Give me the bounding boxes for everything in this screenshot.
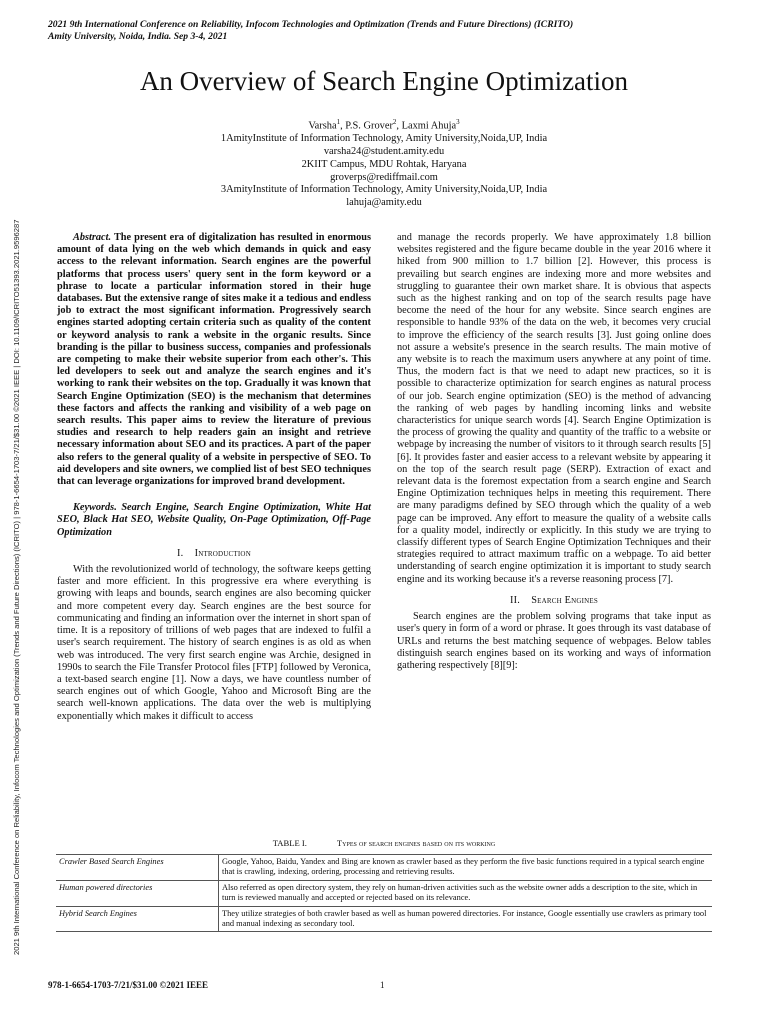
email-2: groverps@rediffmail.com	[330, 171, 438, 183]
search-engine-types-table	[56, 854, 712, 932]
table-cell-type: Human powered directories	[56, 880, 219, 906]
search-engines-paragraph-1: Search engines are the problem solving programs that take input as user's query in form of a word or phrase. It goes through its vast database of URLs and returns the best matching sequence of webpages. Below tables distinguish search engines based on its working and ways of information gathering respectively [8][9]:	[397, 611, 711, 671]
paper-title: An Overview of Search Engine Optimization	[139, 66, 629, 96]
affiliation-2: 2KIIT Campus, MDU Rohtak, Haryana	[301, 158, 467, 170]
table-cell-description: Also referred as open directory system, they rely on human-driven activities such as the website owner adds a description to the site, which in turn is reviewed manually and accepted or rejected based on its relevance.	[219, 880, 713, 906]
keywords-label: Keywords.	[73, 502, 117, 514]
table-cell-type: Crawler Based Search Engines	[56, 855, 219, 881]
author-block	[0, 116, 768, 210]
keywords-text: Search Engine, Search Engine Optimization, White Hat SEO, Black Hat SEO, Website Quality, On-Page Optimization, Off-Page Optimization	[57, 502, 371, 538]
section-2-heading: II. Search Engines	[510, 594, 598, 606]
table-title: Types of search engines based on its working	[336, 838, 496, 848]
email-3: lahuja@amity.edu	[346, 197, 422, 209]
email-1: varsha24@student.amity.edu	[323, 146, 445, 158]
table-row	[56, 880, 712, 906]
conference-header	[48, 19, 748, 43]
left-column	[57, 232, 371, 723]
conference-venue: Amity University, Noida, India. Sep 3-4, 2021	[48, 31, 228, 42]
table-row	[56, 906, 712, 932]
table-cell-description: They utilize strategies of both crawler based as well as human powered directories. For instance, Google essentially use crawlers as primary tool and manual indexing as secondary tool.	[219, 906, 713, 932]
section-1-title: Introduction	[194, 547, 251, 559]
table-cell-type: Hybrid Search Engines	[56, 906, 219, 932]
abstract-label: Abstract.	[73, 232, 112, 243]
table-caption	[0, 838, 768, 849]
affiliation-1: 1AmityInstitute of Information Technology, Amity University,Noida,UP, India	[220, 133, 548, 145]
section-1-heading: I. Introduction	[177, 547, 251, 559]
table-cell-description: Google, Yahoo, Baidu, Yandex and Bing are known as crawler based as they perform the five basic functions required in a typical search engine that is crawling, indexing, ordering, processing and retrieving results.	[219, 855, 713, 881]
section-2-title: Search Engines	[531, 594, 598, 606]
right-column	[397, 232, 711, 672]
footer-isbn: 978-1-6654-1703-7/21/$31.00 ©2021 IEEE	[48, 980, 208, 990]
table-row	[56, 855, 712, 881]
intro-paragraph-1-continued: and manage the records properly. We have approximately 1.8 billion websites registered and the figure became double in the year 2016 where it hiked from 900 million to 1.7 billion [2]. However, this process is prevailing but search engines are indexing more and more websites and struggling to guarantee their own market share. It is obvious that aspects such as the highest ranking and on top of the search results page have become the need of the hour for any website. Since search engines are responsible to handle 93% of the data on the web, it becomes very crucial to improve the efficiency of the search results [3]. Just going online does not assure a website's presence in the search results. The main motive of any website is to reach the maximum users anywhere at any point of time. Thus, the modern fact is that we need to adapt new practices, so it is possible to characterize optimization for search engines as natural process of our job. Search engine optimization (SEO) is the method of advancing the ranking of web pages by handling incoming links and website characteristics for unique search words [4]. Search Engine Optimization is the process of growing the quality and quantity of the traffic to a website or webpage by increasing the number of visitors to it through search results [5][6]. It provides faster and easier access to a relevant website by appearing it on the top of the search result page (SERP). Extraction of exact and relevant data is the foremost expectation from a search engine and Search Engine Optimization techniques helps in meeting this requirement. There are many paradigms defined by SEO through which the quality of a web page can be improved. Any effort to measure the quality of a website calls for a quality model, indirectly or explicitly. In this study we are trying to classify different types of Search Engine Optimization Techniques and their strategies required to attract maximum traffic on a webpage. To aid better understanding of search engine optimization it is important to study search engine and its working because it's a reverse reasoning process [7].	[397, 232, 711, 585]
author-names: Varsha$^1$, P.S. Grover$^2$, Laxmi Ahuja$^3$	[308, 118, 460, 132]
table-number: TABLE I.	[272, 838, 307, 848]
intro-paragraph-1: With the revolutionized world of technology, the software keeps getting faster and more efficient. In this progressive era where everything is growing with leaps and bounds, search engines are also becoming quicker and more competent every day. Search engines are the best source for communicating and finding an information over the internet in short span of time. It is a repository of trillions of web pages that are indexed to fulfil a user's search requirement. The history of search engines is as old as when web was introduced. The very first search engine was Archie, designed in 1990s to search the File Transfer Protocol files [FTP] followed by Veronica, a text-based search engine [1]. Now a days, we have countless number of search engines out of which Google, Yahoo and Microsoft Bing are the search well-known applications. The data over the web is multiplying exponentially which makes it difficult to access	[57, 564, 371, 722]
abstract	[57, 232, 371, 488]
keywords	[57, 502, 371, 539]
conference-name: 2021 9th International Conference on Reliability, Infocom Technologies and Optimization (Trends and Future Directions) (ICRITO)	[48, 19, 574, 30]
abstract-text: The present era of digitalization has resulted in enormous amount of data lying on the web which demands in quick and easy access to the relevant information. Search engines are the powerful platforms that process users' query sent in the form keyword or a phrase to locate a particular information stored in their huge databases. But the extensive range of sites make it a tedious and endless job to extract the most significant information. Progressively search engines started adopting certain criteria such as quality of the content or keyword analysis to rank a website in the organic results. Since branding is the pillar to business success, companies and professionals are competing to make their website superior from each other's. This led developers to seek out and analyze the search engines and it's working to rank their websites on the top. Gradually it was known that Search Engine Optimization (SEO) is the mechanism that determines these factors and affects the ranking and visibility of a web page on search results. This paper aims to review the literature of previous studies and research to help readers gain an insight and retrieve necessary information about SEO and its practices. A part of the paper also refers to the general quality of a website in perspective of SEO. To aid developers and site owners, we complied list of best SEO techniques that can leverage organizations for improved brand development.	[57, 232, 371, 488]
doi-sidebar: 2021 9th International Conference on Reliability, Infocom Technologies and Optimization (Trends and Future Directions) (ICRITO) | 978-1-6654-1703-7/21/$31.00 ©2021 IEEE | DOI: 10.1109/ICRITO51393.2021.9596287	[12, 219, 21, 955]
page-number: 1	[380, 980, 385, 990]
affiliation-3: 3AmityInstitute of Information Technology, Amity University,Noida,UP, India	[220, 184, 548, 196]
